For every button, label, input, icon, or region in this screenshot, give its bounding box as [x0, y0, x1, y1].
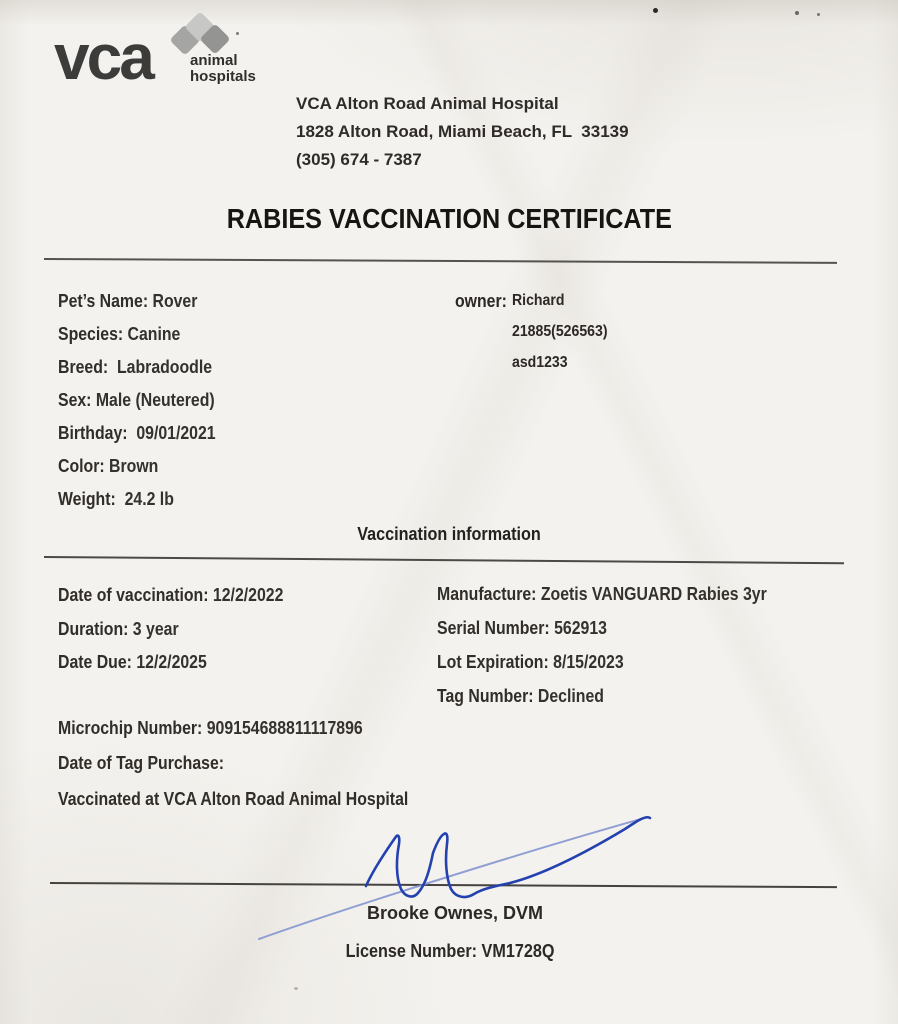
pet-species-field: Species: Canine	[58, 324, 181, 344]
owner-reference-code: asd1233	[512, 354, 568, 371]
hospital-address-block	[296, 90, 629, 174]
pet-sex-field: Sex: Male (Neutered)	[58, 390, 215, 410]
tag-number-field: Tag Number: Declined	[437, 686, 604, 706]
scan-speck	[795, 11, 799, 15]
title-divider	[44, 258, 837, 264]
lot-expiration-field: Lot Expiration: 8/15/2023	[437, 652, 624, 672]
veterinarian-name: Brooke Ownes, DVM	[366, 903, 544, 923]
pet-weight-field: Weight: 24.2 lb	[58, 489, 174, 509]
vaccination-section-heading: Vaccination information	[357, 524, 541, 544]
license-number-row	[0, 941, 898, 962]
page-title: RABIES VACCINATION CERTIFICATE	[226, 203, 672, 234]
owner-name: Richard	[512, 292, 565, 309]
vaccination-divider	[44, 556, 844, 564]
signature-line	[50, 882, 837, 888]
scan-speck	[653, 8, 658, 13]
date-due-field: Date Due: 12/2/2025	[58, 652, 207, 672]
veterinarian-name-row	[0, 903, 898, 924]
manufacture-field: Manufacture: Zoetis VANGUARD Rabies 3yr	[437, 584, 767, 604]
duration-field: Duration: 3 year	[58, 619, 179, 639]
vca-logo-text: vca	[54, 21, 152, 93]
scan-speck	[817, 13, 820, 16]
hospital-phone: (305) 674 - 7387	[296, 150, 422, 169]
vca-logo-tagline	[190, 53, 256, 85]
scan-speck	[294, 987, 298, 990]
hospital-street: 1828 Alton Road, Miami Beach, FL 33139	[296, 122, 629, 141]
tagline-line2: hospitals	[190, 68, 256, 85]
owner-id-number: 21885(526563)	[512, 323, 608, 340]
microchip-number-field: Microchip Number: 909154688811117896	[58, 718, 363, 738]
serial-number-field: Serial Number: 562913	[437, 618, 607, 638]
pet-color-field: Color: Brown	[58, 456, 159, 476]
owner-label: owner:	[455, 291, 507, 311]
date-of-tag-purchase-field: Date of Tag Purchase:	[58, 753, 225, 773]
certificate-title-row	[0, 203, 898, 235]
vaccinated-at-statement: Vaccinated at VCA Alton Road Animal Hospital	[58, 789, 409, 809]
license-number-field: License Number: VM1728Q	[345, 941, 555, 961]
pet-breed-field: Breed: Labradoodle	[58, 357, 213, 377]
pet-name-field: Pet’s Name: Rover	[58, 291, 198, 311]
tagline-line1: animal	[190, 52, 238, 69]
pet-birthday-field: Birthday: 09/01/2021	[58, 423, 216, 443]
trademark-dot	[236, 32, 239, 35]
hospital-name: VCA Alton Road Animal Hospital	[296, 94, 559, 113]
vaccination-section-heading-row	[0, 524, 898, 545]
date-of-vaccination-field: Date of vaccination: 12/2/2022	[58, 585, 284, 605]
